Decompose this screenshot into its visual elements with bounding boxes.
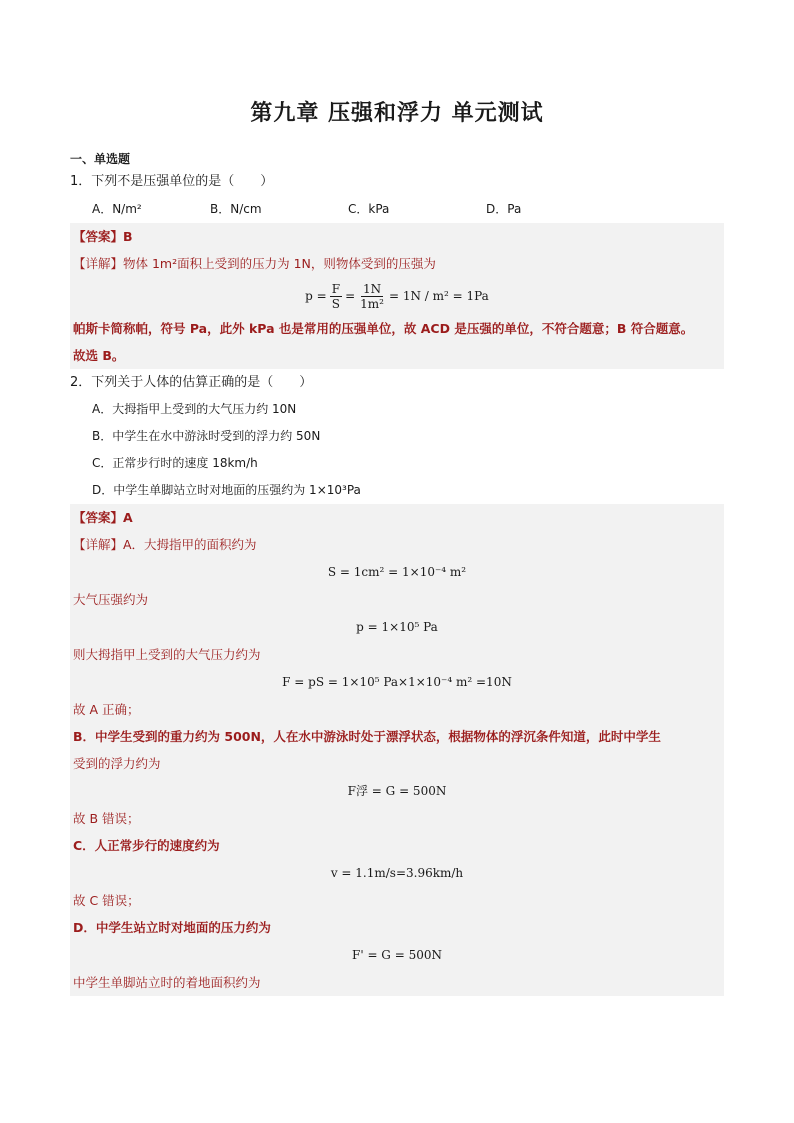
- q2-detail-line: 受到的浮力约为: [73, 756, 161, 771]
- q1-detail-line-2: 帕斯卡简称帕，符号 Pa，此外 kPa 也是常用的压强单位，故 ACD 是压强的单位，不符合题意；B 符合题意。: [73, 321, 694, 336]
- q2-detail-line: C．人正常步行的速度约为: [73, 838, 220, 853]
- q1-formula-rest: = 1N / m² = 1Pa: [388, 289, 489, 303]
- q2-formula: F浮 = G = 500N: [347, 784, 447, 798]
- q2-option-d: D．中学生单脚站立时对地面的压强约为 1×10³Pa: [92, 483, 361, 497]
- q1-detail-intro: 【详解】物体 1m²面积上受到的压力为 1N，则物体受到的压强为: [73, 256, 436, 271]
- q2-detail-line: 故 B 错误；: [73, 811, 140, 826]
- q2-detail-line: 故 A 正确；: [73, 702, 140, 717]
- q2-formula: S = 1cm² = 1×10⁻⁴ m²: [327, 565, 467, 579]
- q1-option-c: C．kPa: [348, 202, 390, 216]
- q2-detail-line: B．中学生受到的重力约为 500N，人在水中游泳时处于漂浮状态，根据物体的浮沉条件知道，此时中学生: [73, 729, 661, 744]
- q2-detail-line: 中学生单脚站立时的着地面积约为: [73, 975, 261, 990]
- q2-detail-line: 大气压强约为: [73, 592, 149, 607]
- q1-option-b: B．N/cm: [210, 202, 262, 216]
- q1-answer: 【答案】B: [73, 229, 133, 244]
- question-1-options: [70, 195, 724, 223]
- question-2-stem: 2．下列关于人体的估算正确的是（ ）: [70, 375, 313, 390]
- q2-detail-line: D．中学生站立时对地面的压力约为: [73, 920, 271, 935]
- q2-option-b: B．中学生在水中游泳时受到的浮力约 50N: [92, 429, 321, 443]
- q2-formula: p = 1×10⁵ Pa: [356, 620, 438, 634]
- q1-option-a: A．N/m²: [92, 202, 142, 216]
- q2-detail-line: 故 C 错误；: [73, 893, 140, 908]
- section-heading: 一、单选题: [70, 152, 131, 166]
- q2-option-a: A．大拇指甲上受到的大气压力约 10N: [92, 402, 297, 416]
- q1-option-d: D．Pa: [486, 202, 522, 216]
- document-body: [70, 150, 724, 996]
- q1-frac2-den: 1m²: [360, 296, 384, 311]
- q1-formula: [70, 277, 724, 315]
- q2-answer: 【答案】A: [73, 510, 133, 525]
- q2-detail-line: 则大拇指甲上受到的大气压力约为: [73, 647, 261, 662]
- page-title: 第九章 压强和浮力 单元测试: [250, 101, 544, 126]
- question-2-answer-block: [70, 504, 724, 996]
- q2-detail-line: 【详解】A．大拇指甲的面积约为: [73, 537, 257, 552]
- question-1-stem: 1．下列不是压强单位的是（ ）: [70, 174, 274, 189]
- q1-frac1-num: F: [331, 281, 341, 296]
- q2-formula: F = pS = 1×10⁵ Pa×1×10⁻⁴ m² =10N: [282, 675, 512, 689]
- q1-frac1-den: S: [331, 296, 341, 311]
- q1-frac2-num: 1N: [362, 281, 382, 296]
- question-1-answer-block: [70, 223, 724, 369]
- q2-formula: v = 1.1m/s=3.96km/h: [330, 866, 464, 880]
- q2-formula: F' = G = 500N: [352, 948, 442, 962]
- q2-option-c: C．正常步行时的速度 18km/h: [92, 456, 258, 470]
- q1-formula-eq: =: [345, 289, 356, 303]
- q1-detail-line-3: 故选 B。: [73, 348, 125, 363]
- q1-formula-lhs: p =: [305, 289, 327, 303]
- q1-fraction-f-over-s: [330, 282, 342, 311]
- q1-fraction-values: [358, 282, 386, 311]
